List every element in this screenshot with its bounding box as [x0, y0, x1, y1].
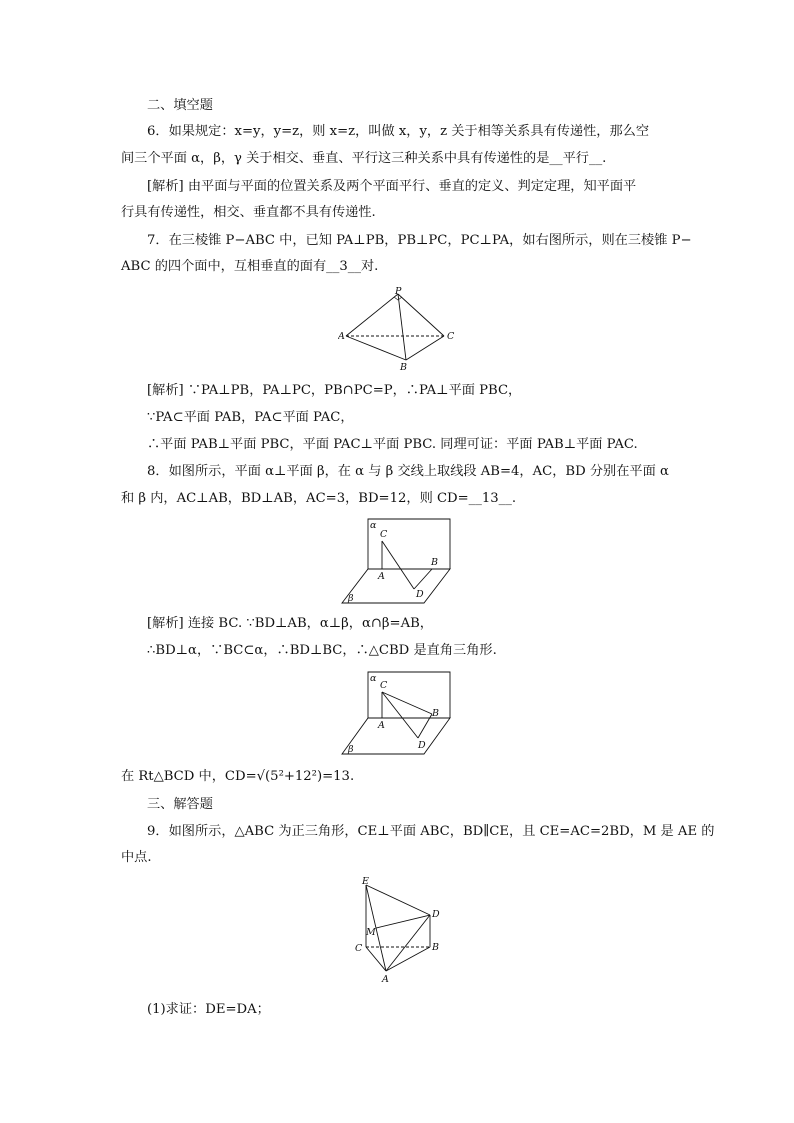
q7-line1: 7．在三棱锥 P−ABC 中，已知 PA⊥PB，PB⊥PC，PC⊥PA，如右图所示，则在三棱锥 P− [147, 233, 692, 248]
q9-line1: 9．如图所示，△ABC 为正三角形，CE⊥平面 ABC，BD∥CE，且 CE=AC=2BD，M 是 AE 的 [147, 824, 715, 839]
label-M: M [366, 927, 376, 938]
q8-line2: 和 β 内，AC⊥AB，BD⊥AB，AC=3，BD=12，则 CD=__13__. [121, 491, 517, 506]
label-A: A [378, 720, 385, 731]
q7-analysis-line1: [解析] ∵PA⊥PB，PA⊥PC，PB∩PC=P，∴PA⊥平面 PBC， [147, 383, 522, 398]
section-fill-in-heading: 二、填空题 [147, 98, 213, 113]
label-A: A [382, 974, 389, 985]
q6-line2: 间三个平面 α，β，γ 关于相交、垂直、平行这三种关系中具有传递性的是__平行__. [121, 151, 607, 166]
label-alpha: α [370, 520, 377, 531]
q7-analysis-line2: ∵PA⊂平面 PAB，PA⊂平面 PAC， [147, 410, 354, 425]
figure-e-abc [352, 877, 444, 987]
label-C: C [355, 943, 363, 954]
label-B: B [400, 362, 407, 372]
label-beta: β [348, 744, 354, 755]
q7-line2: ABC 的四个面中，互相垂直的面有__3__对. [121, 259, 379, 274]
q8-analysis-line2: ∴BD⊥α，∵BC⊂α，∴BD⊥BC，∴△CBD 是直角三角形. [147, 643, 497, 658]
figure-planes-1 [338, 515, 458, 607]
label-beta: β [348, 593, 354, 604]
label-B: B [432, 708, 439, 719]
q6-analysis-line1: [解析] 由平面与平面的位置关系及两个平面平行、垂直的定义、判定定理，知平面平 [147, 179, 637, 194]
label-D: D [416, 589, 424, 600]
label-C: C [380, 529, 388, 540]
label-alpha: α [370, 673, 377, 684]
label-A: A [378, 571, 385, 582]
q9-part1: (1)求证：DE=DA； [147, 1002, 270, 1017]
label-A: A [338, 331, 345, 342]
label-B: B [432, 942, 439, 953]
q8-analysis-line1: [解析] 连接 BC. ∵BD⊥AB，α⊥β，α∩β=AB， [147, 616, 433, 631]
q6-line1: 6．如果规定：x=y，y=z，则 x=z，叫做 x，y，z 关于相等关系具有传递性，那么空 [147, 124, 650, 139]
figure-tetrahedron [338, 286, 462, 372]
q9-line2: 中点. [121, 850, 152, 865]
q8-line1: 8．如图所示，平面 α⊥平面 β，在 α 与 β 交线上取线段 AB=4，AC，BD 分别在平面 α [147, 464, 669, 479]
q7-analysis-line3: ∴平面 PAB⊥平面 PBC，平面 PAC⊥平面 PBC. 同理可证：平面 PAB⊥平面 PAC. [147, 437, 638, 452]
section-answer-heading: 三、解答题 [147, 797, 213, 812]
label-C: C [447, 331, 455, 342]
label-B: B [431, 557, 438, 568]
label-D: D [418, 740, 426, 751]
label-D: D [432, 909, 440, 920]
label-E: E [362, 877, 369, 887]
q6-analysis-line2: 行具有传递性，相交、垂直都不具有传递性. [121, 205, 376, 220]
label-C: C [380, 680, 388, 691]
figure-planes-2 [338, 668, 458, 760]
label-P: P [395, 286, 402, 297]
q8-result-line: 在 Rt△BCD 中，CD=√(5²+12²)=13. [121, 769, 355, 784]
